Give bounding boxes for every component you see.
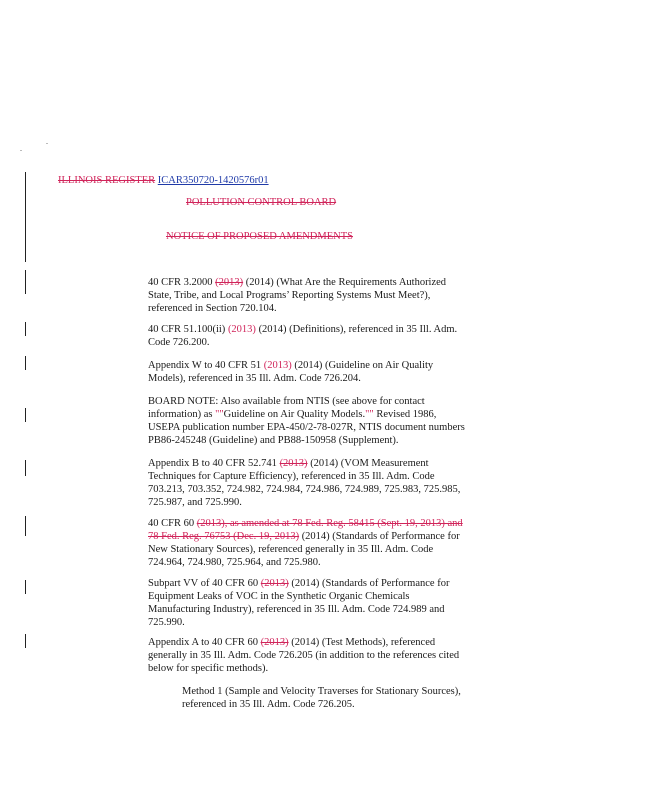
marked-quote: "": [215, 409, 224, 420]
change-bar: [25, 270, 26, 294]
change-bar: [25, 634, 26, 648]
paragraph-board-note: BOARD NOTE: Also available from NTIS (see above for contact information) as ""Guideline on Air Quality Models."" Revised 1986, USEPA publication number EPA-450/2-78-027R, NTIS document numbers PB86-245248 (Guideline) and PB88-150958 (Supplement).: [148, 396, 465, 446]
marked-quote: "": [365, 409, 374, 420]
paragraph-40cfr-51-100: 40 CFR 51.100(ii) (2013) (2014) (Definitions), referenced in 35 Ill. Adm. Code 726.200.: [148, 324, 458, 348]
change-bar: [25, 580, 26, 594]
scan-speck: [20, 150, 22, 151]
paragraph-method-1: Method 1 (Sample and Velocity Traverses for Stationary Sources), referenced in 35 Ill. Adm. Code 726.205.: [182, 686, 461, 710]
change-bar: [25, 460, 26, 476]
change-bar: [25, 356, 26, 370]
paragraph-appendix-b: Appendix B to 40 CFR 52.741 (2013) (2014) (VOM Measurement Techniques for Capture Efficiency), referenced in 35 Ill. Adm. Code 703.213, 703.352, 724.982, 724.984, 724.986, 724.989, 725.983, 725.985, 725.987, and 725.990.: [148, 458, 461, 508]
deleted-text: (2013): [279, 458, 308, 469]
change-bar: [25, 322, 26, 336]
paragraph-40cfr-3-2000: 40 CFR 3.2000 (2013) (2014) (What Are the Requirements Authorized State, Tribe, and Local Programs’ Reporting Systems Must Meet?), referenced in Section 720.104.: [148, 277, 447, 314]
change-bar: [25, 172, 26, 262]
marked-text: (2013): [227, 324, 256, 335]
register-title: ILLINOIS REGISTER: [58, 175, 156, 186]
change-bar: [25, 408, 26, 422]
marked-text: (2013): [263, 360, 292, 371]
scan-speck: [46, 143, 48, 144]
board-title: POLLUTION CONTROL BOARD: [186, 197, 337, 208]
paragraph-subpart-vv: Subpart VV of 40 CFR 60 (2013) (2014) (Standards of Performance for Equipment Leaks of VOC in the Synthetic Organic Chemicals Manufacturing Industry), referenced in 35 Ill. Adm. Code 724.989 and 725.990.: [148, 578, 450, 628]
change-bar: [25, 516, 26, 536]
deleted-text: (2013), as amended at 78 Fed. Reg. 58415 (Sept. 19, 2013) and 78 Fed. Reg. 76753 (Dec. 19, 2013): [148, 518, 463, 542]
paragraph-appendix-w: Appendix W to 40 CFR 51 (2013) (2014) (Guideline on Air Quality Models), referenced in 35 Ill. Adm. Code 726.204.: [148, 360, 434, 384]
document-code: ICAR350720-1420576r01: [157, 175, 269, 186]
deleted-text: (2013): [260, 637, 289, 648]
deleted-text: (2013): [215, 277, 244, 288]
paragraph-40cfr-60: 40 CFR 60 (2013), as amended at 78 Fed. Reg. 58415 (Sept. 19, 2013) and 78 Fed. Reg. 76753 (Dec. 19, 2013) (2014) (Standards of Performance for New Stationary Sources), referenced generally in 35 Ill. Adm. Code 724.964, 724.980, 725.964, and 725.980.: [148, 518, 463, 568]
deleted-text: (2013): [260, 578, 289, 589]
register-header: [58, 175, 269, 186]
paragraph-appendix-a: Appendix A to 40 CFR 60 (2013) (2014) (Test Methods), referenced generally in 35 Ill. Adm. Code 726.205 (in addition to the references cited below for specific methods).: [148, 637, 460, 674]
notice-title: NOTICE OF PROPOSED AMENDMENTS: [166, 231, 353, 242]
